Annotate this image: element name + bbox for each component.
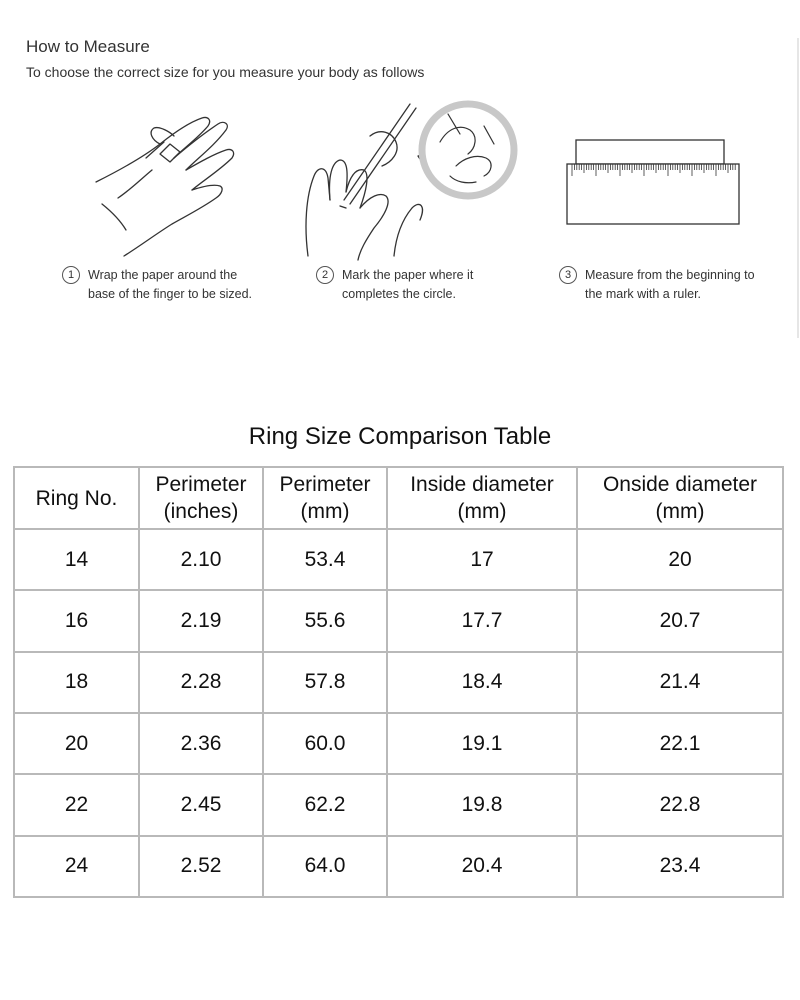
table-cell: 60.0	[263, 713, 387, 774]
header-onside-diameter: Onside diameter (mm)	[577, 467, 783, 529]
table-cell: 2.52	[139, 836, 263, 897]
table-cell: 23.4	[577, 836, 783, 897]
table-cell: 22.1	[577, 713, 783, 774]
table-header-row	[14, 467, 783, 529]
step-text-line: Wrap the paper around the	[88, 268, 238, 282]
table-row	[14, 774, 783, 835]
table-cell: 14	[14, 529, 139, 590]
step-text-line: Measure from the beginning to	[585, 268, 755, 282]
table-cell: 53.4	[263, 529, 387, 590]
table-cell: 20.4	[387, 836, 577, 897]
table-cell: 17	[387, 529, 577, 590]
header-ring-no: Ring No.	[14, 467, 139, 529]
step-text-line: completes the circle.	[342, 287, 456, 301]
table-row	[14, 713, 783, 774]
table-cell: 2.28	[139, 652, 263, 713]
table-row	[14, 590, 783, 651]
how-to-measure-title: How to Measure	[26, 37, 150, 56]
table-cell: 20	[14, 713, 139, 774]
table-cell: 18	[14, 652, 139, 713]
table-cell: 16	[14, 590, 139, 651]
table-cell: 24	[14, 836, 139, 897]
table-cell: 22	[14, 774, 139, 835]
table-cell: 19.1	[387, 713, 577, 774]
header-inside-diameter: Inside diameter (mm)	[387, 467, 577, 529]
table-cell: 64.0	[263, 836, 387, 897]
table-cell: 18.4	[387, 652, 577, 713]
table-cell: 2.10	[139, 529, 263, 590]
step-text-line: base of the finger to be sized.	[88, 287, 252, 301]
table-cell: 21.4	[577, 652, 783, 713]
ruler-illustration	[562, 136, 746, 232]
table-cell: 22.8	[577, 774, 783, 835]
table-cell: 2.19	[139, 590, 263, 651]
step-number-badge: 1	[62, 266, 80, 284]
hand-wrap-illustration	[90, 100, 250, 260]
step-number-badge: 2	[316, 266, 334, 284]
table-cell: 62.2	[263, 774, 387, 835]
page-edge-divider	[797, 38, 799, 338]
header-perimeter-mm: Perimeter (mm)	[263, 467, 387, 529]
table-cell: 20	[577, 529, 783, 590]
table-cell: 20.7	[577, 590, 783, 651]
hands-mark-illustration	[300, 96, 520, 262]
table-row	[14, 836, 783, 897]
table-cell: 57.8	[263, 652, 387, 713]
table-cell: 55.6	[263, 590, 387, 651]
table-cell: 19.8	[387, 774, 577, 835]
table-row	[14, 652, 783, 713]
step-text-line: Mark the paper where it	[342, 268, 474, 282]
table-cell: 17.7	[387, 590, 577, 651]
table-cell: 2.36	[139, 713, 263, 774]
how-to-measure-subtitle: To choose the correct size for you measure your body as follows	[26, 64, 425, 80]
header-perimeter-inches: Perimeter (inches)	[139, 467, 263, 529]
ring-size-table	[13, 466, 784, 898]
step-number-badge: 3	[559, 266, 577, 284]
step-text-line: the mark with a ruler.	[585, 287, 702, 301]
table-row	[14, 529, 783, 590]
table-cell: 2.45	[139, 774, 263, 835]
ring-size-table-title: Ring Size Comparison Table	[248, 423, 552, 450]
